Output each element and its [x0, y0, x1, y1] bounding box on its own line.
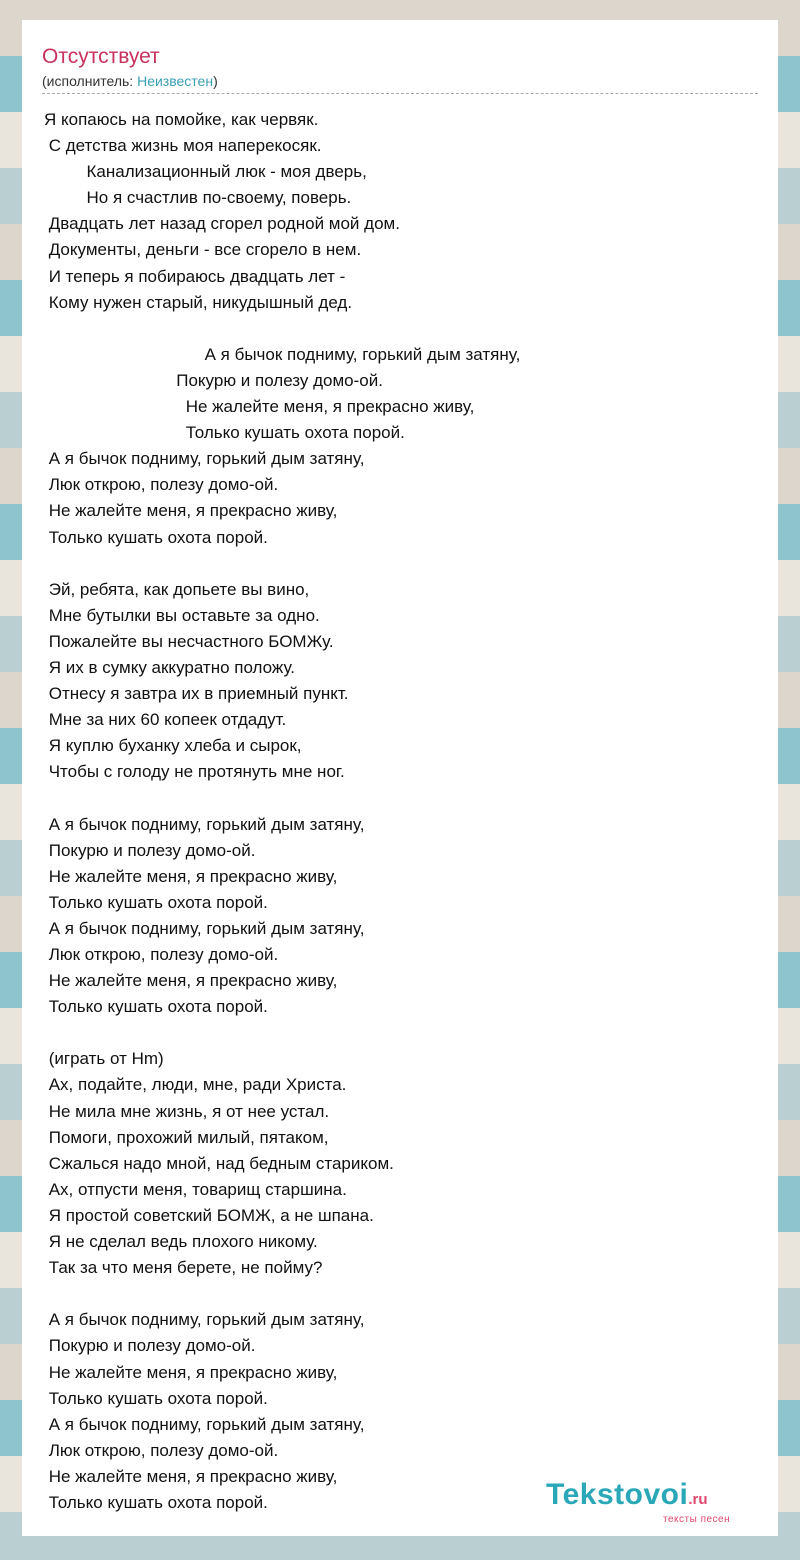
song-artist-line [42, 72, 218, 90]
artist-prefix: (исполнитель: [42, 73, 138, 89]
title-divider [42, 93, 758, 94]
artist-link[interactable]: Неизвестен [137, 73, 214, 89]
artist-suffix: ) [213, 73, 218, 89]
logo-main: Tekstovoi [546, 1478, 689, 1511]
lyrics-text: Я копаюсь на помойке, как червяк. С детства жизнь моя наперекосяк. Канализационный люк - моя дверь, Но я счастлив по-своему, поверь. Двадцать лет назад сгорел родной мой дом. Документы, деньги - все сгорело в нем. И теперь я побираюсь двадцать лет - Кому нужен старый, никудышный дед. А я бычок подниму, горький дым затяну, Покурю и полезу домо-ой. Не жалейте меня, я прекрасно живу, Только кушать охота порой. А я бычок подниму, горький дым затяну, Люк открою, полезу домо-ой. Не жалейте меня, я прекрасно живу, Только кушать охота порой. Эй, ребята, как допьете вы вино, Мне бутылки вы оставьте за одно. Пожалейте вы несчастного БОМЖу. Я их в сумку аккуратно положу. Отнесу я завтра их в приемный пункт. Мне за них 60 копеек отдадут. Я куплю буханку хлеба и сырок, Чтобы с голоду не протянуть мне ног. А я бычок подниму, горький дым затяну, Покурю и полезу домо-ой. Не жалейте меня, я прекрасно живу, Только кушать охота порой. А я бычок подниму, горький дым затяну, Люк открою, полезу домо-ой. Не жалейте меня, я прекрасно живу, Только кушать охота порой. (играть от Hm) Ах, подайте, люди, мне, ради Христа. Не мила мне жизнь, я от нее устал. Помоги, прохожий милый, пятаком, Сжалься надо мной, над бедным стариком. Ах, отпусти меня, товарищ старшина. Я простой советский БОМЖ, а не шпана. Я не сделал ведь плохого никому. Так за что меня берете, не пойму? А я бычок подниму, горький дым затяну, Покурю и полезу домо-ой. Не жалейте меня, я прекрасно живу, Только кушать охота порой. А я бычок подниму, горький дым затяну, Люк открою, полезу домо-ой. Не жалейте меня, я прекрасно живу, Только кушать охота порой. [44, 110, 521, 1512]
lyrics-card [22, 20, 778, 1536]
site-logo[interactable] [546, 1480, 707, 1515]
song-title: Отсутствует [42, 45, 160, 68]
logo-tagline: тексты песен [663, 1514, 731, 1525]
logo-tld: .ru [688, 1491, 708, 1508]
